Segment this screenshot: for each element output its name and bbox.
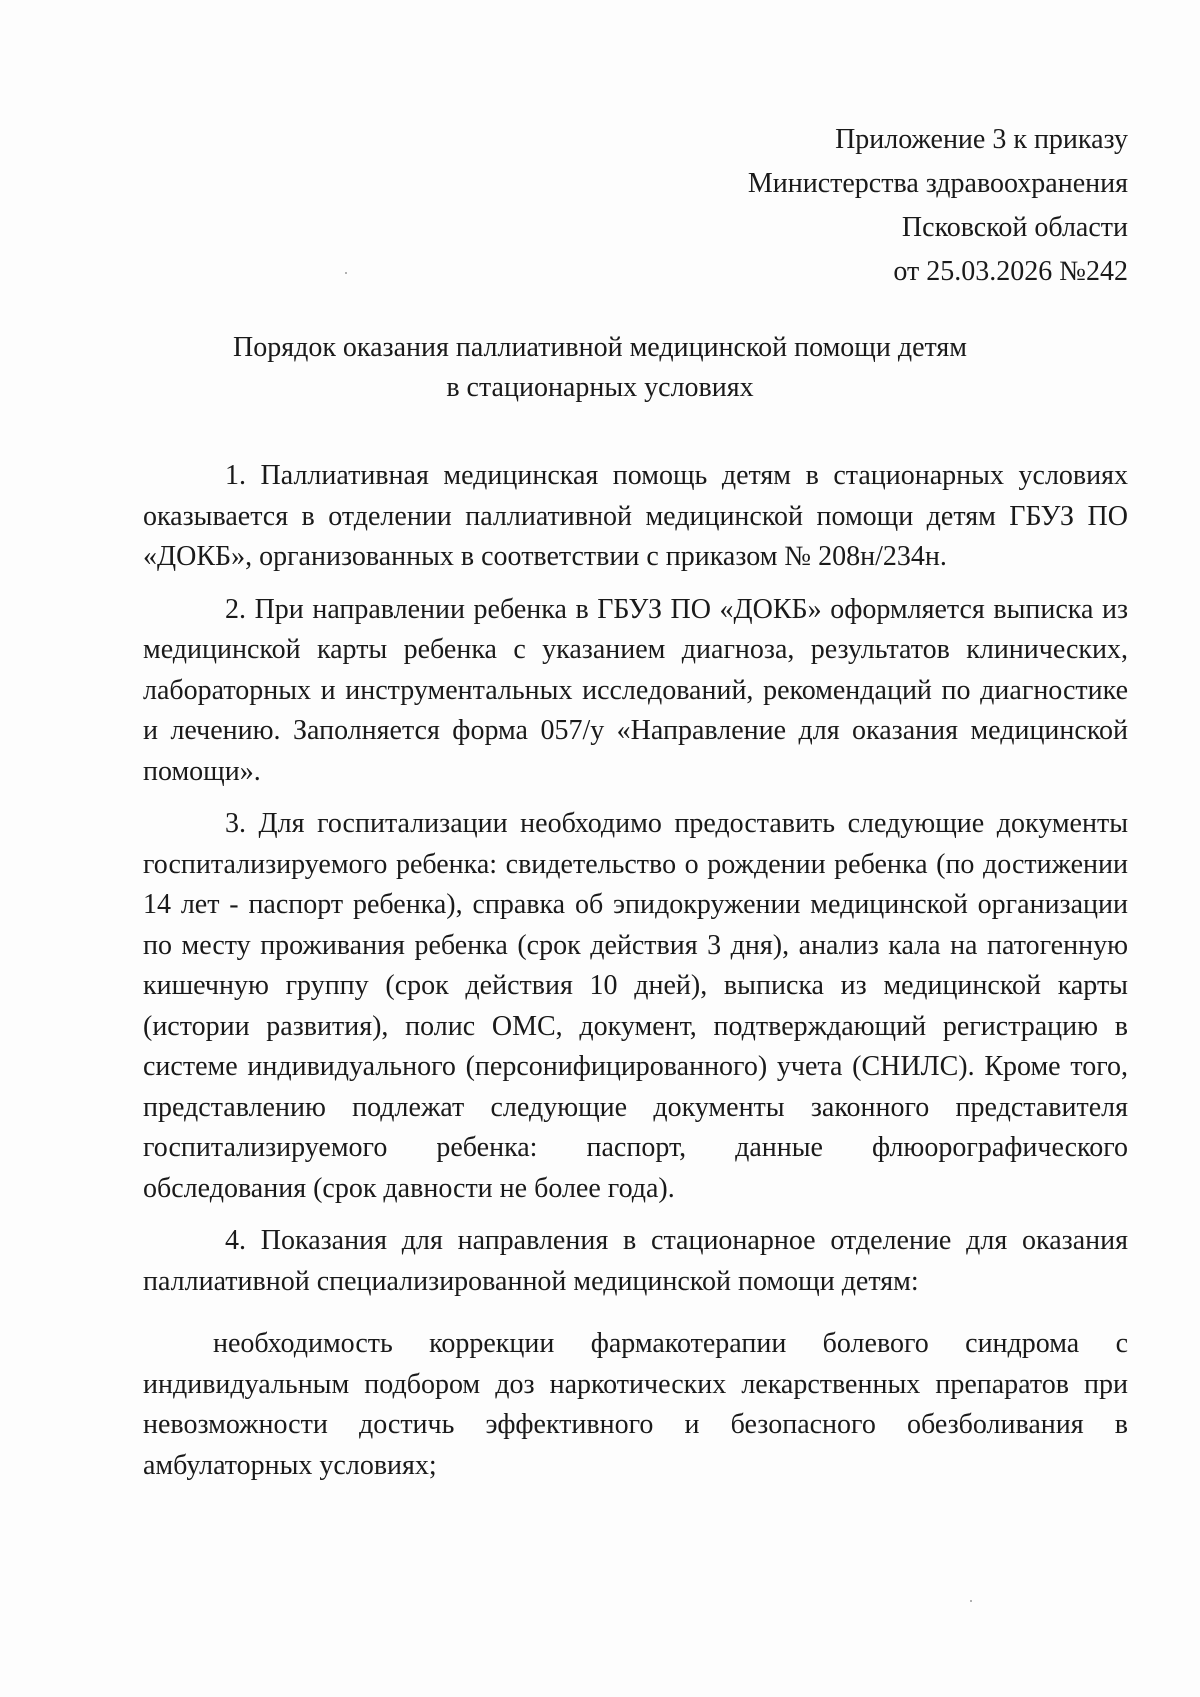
scan-speck bbox=[345, 272, 347, 274]
appendix-header bbox=[748, 118, 1128, 294]
appendix-line: Приложение 3 к приказу bbox=[835, 124, 1128, 155]
paragraph-3: 3. Для госпитализации необходимо предоставить следующие документы госпитализируемого ребенка: свидетельство о рождении ребенка (по достижении 14 лет - паспорт ребенка), справка об эпидокружении медицинской организации по месту проживания ребенка (срок действия 3 дня), анализ кала на патогенную кишечную группу (срок действия 10 дней), выписка из медицинской карты (истории развития), полис ОМС, документ, подтверждающий регистрацию в системе индивидуального (персонифицированного) учета (СНИЛС). Кроме того, представлению подлежат следующие документы законного представителя госпитализируемого ребенка: паспорт, данные флюорографического обследования (срок давности не более года). bbox=[143, 808, 1128, 1204]
region-line: Псковской области bbox=[901, 212, 1128, 243]
document-title bbox=[120, 328, 1080, 408]
paragraph-1: 1. Паллиативная медицинская помощь детям в стационарных условиях оказывается в отделении паллиативной медицинской помощи детям ГБУЗ ПО «ДОКБ», организованных в соответствии с приказом № 208н/234н. bbox=[143, 460, 1128, 572]
scan-speck bbox=[970, 1600, 972, 1602]
ministry-line: Министерства здравоохранения bbox=[747, 168, 1128, 199]
paragraph-4: 4. Показания для направления в стационарное отделение для оказания паллиативной специализированной медицинской помощи детям: bbox=[143, 1225, 1128, 1297]
indication-item: необходимость коррекции фармакотерапии болевого синдрома с индивидуальным подбором доз наркотических лекарственных препаратов при невозможности достичь эффективного и безопасного обезболивания в амбулаторных условиях; bbox=[143, 1328, 1128, 1481]
paragraph-2: 2. При направлении ребенка в ГБУЗ ПО «ДОКБ» оформляется выписка из медицинской карты ребенка с указанием диагноза, результатов клинических, лабораторных и инструментальных исследований, рекомендаций по диагностике и лечению. Заполняется форма 057/у «Направление для оказания медицинской помощи». bbox=[143, 593, 1128, 787]
title-line-1: Порядок оказания паллиативной медицинской помощи детям bbox=[232, 332, 967, 363]
document-body bbox=[143, 456, 1128, 1486]
order-date-number: от 25.03.2026 №242 bbox=[893, 256, 1128, 287]
title-line-2: в стационарных условиях bbox=[446, 372, 754, 403]
